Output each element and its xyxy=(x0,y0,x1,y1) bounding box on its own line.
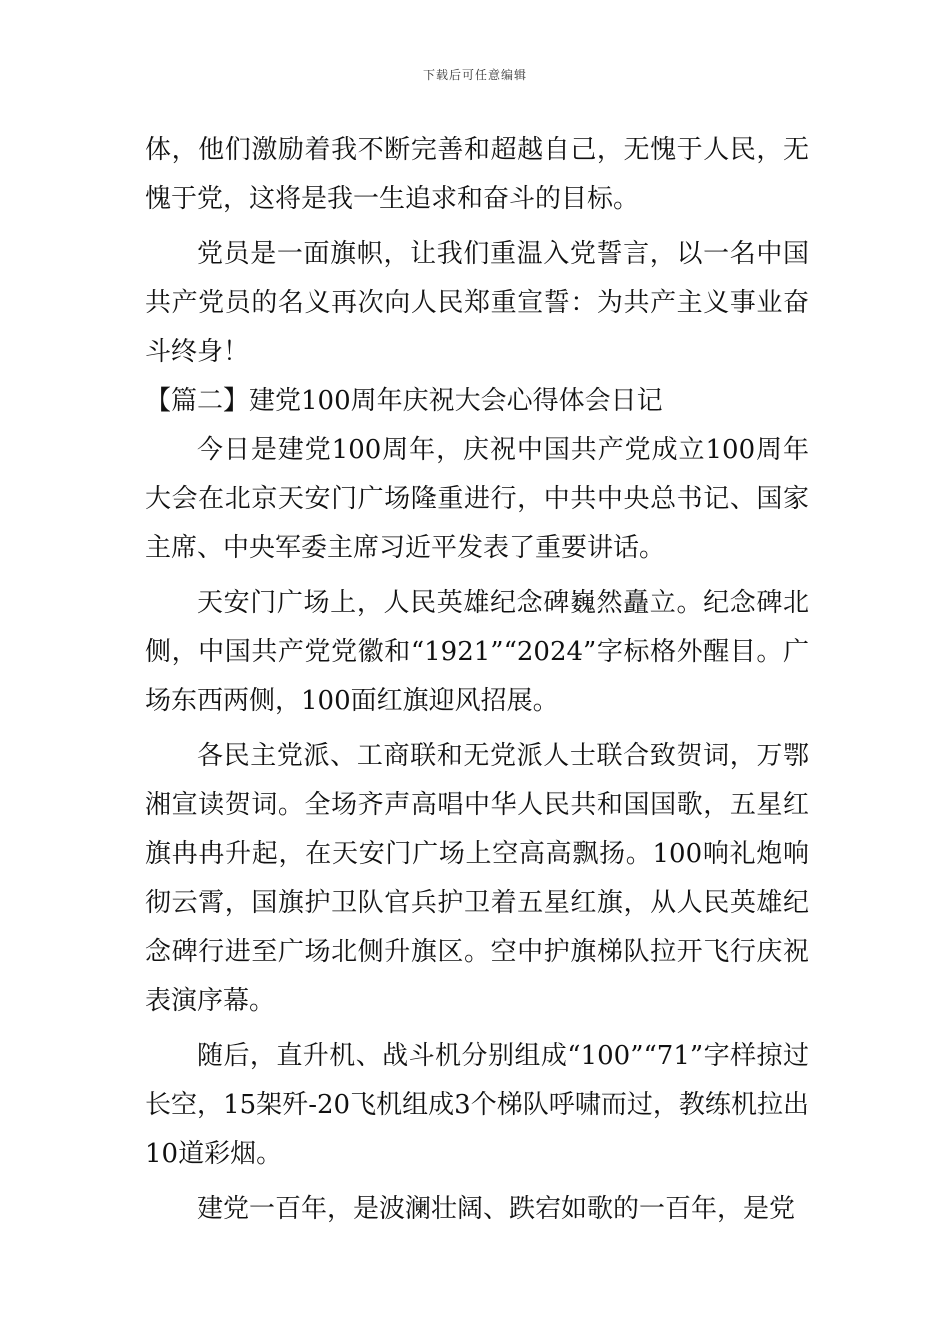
paragraph-ceremony: 各民主党派、工商联和无党派人士联合致贺词，万鄂湘宣读贺词。全场齐声高唱中华人民共和国国歌，五星红旗冉冉升起，在天安门广场上空高高飘扬。100响礼炮响彻云霄，国旗护卫队官兵护卫着五星红旗，从人民英雄纪念碑行进至广场北侧升旗区。空中护旗梯队拉开飞行庆祝表演序幕。 xyxy=(145,741,809,1016)
paragraph-century: 建党一百年，是波澜壮阔、跌宕如歌的一百年，是党 xyxy=(197,1194,796,1224)
paragraph-square: 天安门广场上，人民英雄纪念碑巍然矗立。纪念碑北侧，中国共产党党徽和“1921”“2024”字标格外醒目。广场东西两侧，100面红旗迎风招展。 xyxy=(145,588,809,716)
page-header-note: 下载后可任意编辑 xyxy=(422,68,527,82)
paragraph-oath: 党员是一面旗帜，让我们重温入党誓言，以一名中国共产党员的名义再次向人民郑重宣誓：为共产主义事业奋斗终身！ xyxy=(145,239,809,367)
document-body xyxy=(145,126,809,1234)
section-heading: 【篇二】建党100周年庆祝大会心得体会日记 xyxy=(145,386,663,416)
paragraph-continuation: 体，他们激励着我不断完善和超越自己，无愧于人民，无愧于党，这将是我一生追求和奋斗的目标。 xyxy=(145,135,809,214)
paragraph-flyover: 随后，直升机、战斗机分别组成“100”“71”字样掠过长空，15架歼-20飞机组成3个梯队呼啸而过，教练机拉出10道彩烟。 xyxy=(145,1041,809,1169)
paragraph-intro: 今日是建党100周年，庆祝中国共产党成立100周年大会在北京天安门广场隆重进行，中共中央总书记、国家主席、中央军委主席习近平发表了重要讲话。 xyxy=(145,435,809,563)
